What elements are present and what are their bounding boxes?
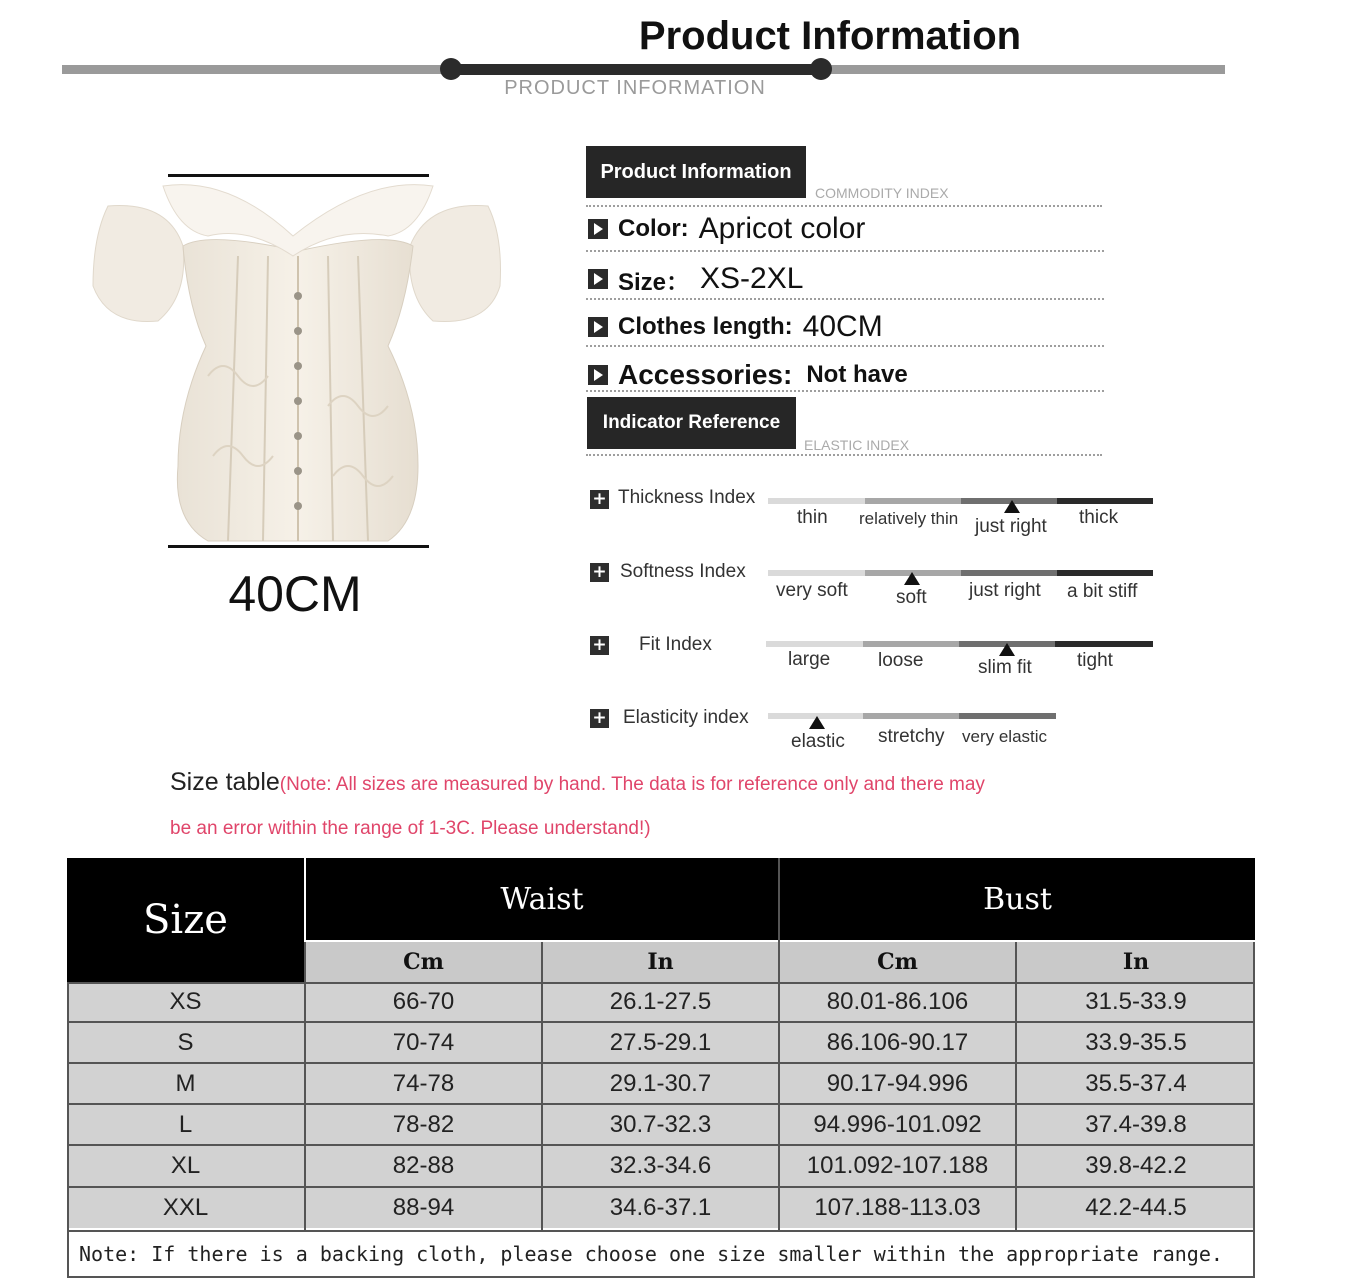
info-label: Clothes length: — [618, 313, 793, 340]
size-table — [67, 858, 1255, 1278]
table-cell: 107.188-113.03 — [780, 1188, 1015, 1228]
size-note-line1: (Note: All sizes are measured by hand. The data is for reference only and there may — [279, 774, 985, 795]
index-name: Softness Index — [620, 561, 746, 582]
waist-group-header: Waist — [306, 858, 778, 940]
table-cell: 78-82 — [306, 1105, 541, 1144]
level-label: relatively thin — [859, 509, 959, 528]
info-label: Color: — [618, 215, 689, 242]
table-cell: 86.106-90.17 — [780, 1023, 1015, 1062]
page-title: Product Information — [638, 14, 1022, 58]
grid-line — [67, 1186, 1255, 1188]
level-bar — [766, 641, 863, 647]
level-bar — [768, 498, 865, 504]
table-cell: 31.5-33.9 — [1017, 982, 1255, 1021]
divider — [586, 298, 1104, 300]
info-value: 40CM — [802, 310, 883, 343]
table-cell: S — [67, 1023, 304, 1062]
table-cell: 27.5-29.1 — [543, 1023, 778, 1062]
divider — [586, 205, 1102, 207]
level-label: thin — [797, 507, 828, 528]
table-footer-note: Note: If there is a backing cloth, please choose one size smaller within the appropriate range. — [67, 1230, 1255, 1278]
unit-header: In — [1017, 942, 1255, 982]
grid-line — [778, 858, 780, 1230]
level-label: just right — [969, 580, 1041, 601]
index-name: Elasticity index — [623, 707, 749, 728]
plus-icon: + — [590, 709, 609, 728]
level-bar — [1057, 498, 1153, 504]
commodity-index-label: COMMODITY INDEX — [815, 185, 949, 201]
grid-line — [67, 1144, 1255, 1146]
level-label: very elastic — [962, 727, 1048, 746]
level-label: very soft — [776, 580, 848, 601]
info-row-size — [588, 258, 803, 300]
level-label: elastic — [791, 731, 845, 752]
level-bar — [961, 570, 1057, 576]
level-label: stretchy — [878, 726, 945, 747]
level-bar — [863, 713, 959, 719]
level-label: large — [788, 649, 831, 670]
divider — [586, 250, 1104, 252]
table-cell: 33.9-35.5 — [1017, 1023, 1255, 1062]
selected-marker — [999, 643, 1015, 656]
table-cell: 35.5-37.4 — [1017, 1064, 1255, 1103]
level-bar — [768, 570, 865, 576]
table-cell: 88-94 — [306, 1188, 541, 1228]
table-cell: 66-70 — [306, 982, 541, 1021]
table-cell: XL — [67, 1146, 304, 1186]
level-bar — [863, 641, 959, 647]
size-note-line2: be an error within the range of 1-3C. Please understand!) — [170, 818, 651, 839]
table-cell: 101.092-107.188 — [780, 1146, 1015, 1186]
table-cell: 39.8-42.2 — [1017, 1146, 1255, 1186]
length-caption: 40CM — [228, 566, 362, 622]
info-row-length — [588, 306, 883, 348]
header-dot-right — [810, 58, 832, 80]
arrow-icon — [588, 269, 608, 289]
table-cell: 74-78 — [306, 1064, 541, 1103]
divider — [586, 390, 1104, 392]
info-value: Apricot color — [698, 212, 866, 245]
header-rule-accent — [450, 64, 820, 75]
plus-icon: + — [590, 636, 609, 655]
page-subtitle: PRODUCT INFORMATION — [504, 77, 766, 99]
unit-header: In — [543, 942, 778, 982]
table-cell: XXL — [67, 1188, 304, 1228]
table-cell: XS — [67, 982, 304, 1021]
arrow-icon — [588, 219, 608, 239]
table-cell: 26.1-27.5 — [543, 982, 778, 1021]
plus-icon: + — [590, 563, 609, 582]
level-label: a bit stiff — [1067, 581, 1138, 602]
size-table-title-text: Size table — [170, 768, 280, 796]
size-table-title — [170, 768, 985, 797]
selected-marker — [809, 716, 825, 729]
table-cell: 30.7-32.3 — [543, 1105, 778, 1144]
grid-line — [67, 1021, 1255, 1023]
selected-marker — [1004, 500, 1020, 513]
divider — [586, 345, 1104, 347]
table-cell: 94.996-101.092 — [780, 1105, 1015, 1144]
corset-image — [88, 176, 508, 548]
divider — [586, 454, 1102, 456]
selected-marker — [904, 572, 920, 585]
grid-line — [67, 982, 69, 1230]
elastic-index-label: ELASTIC INDEX — [804, 437, 910, 453]
arrow-icon — [588, 365, 608, 385]
table-cell: 90.17-94.996 — [780, 1064, 1015, 1103]
product-info-tag: Product Information — [586, 146, 806, 198]
info-value: XS-2XL — [700, 262, 804, 295]
index-name: Fit Index — [639, 634, 712, 655]
level-label: soft — [896, 587, 927, 608]
table-cell: M — [67, 1064, 304, 1103]
table-cell: 34.6-37.1 — [543, 1188, 778, 1228]
grid-line — [67, 1103, 1255, 1105]
arrow-icon — [588, 317, 608, 337]
info-label: Size： — [618, 268, 691, 296]
level-bar — [865, 498, 961, 504]
plus-icon: + — [590, 490, 609, 509]
measure-line-bottom — [168, 545, 429, 548]
level-bar — [1055, 641, 1153, 647]
bust-group-header: Bust — [780, 858, 1255, 940]
table-cell: L — [67, 1105, 304, 1144]
index-name: Thickness Index — [618, 487, 756, 508]
size-column-header: Size — [67, 858, 304, 982]
level-label: loose — [878, 650, 924, 671]
table-cell: 42.2-44.5 — [1017, 1188, 1255, 1228]
indicator-tag: Indicator Reference — [587, 397, 796, 449]
grid-line — [67, 1062, 1255, 1064]
header-dot-left — [440, 58, 462, 80]
table-cell: 29.1-30.7 — [543, 1064, 778, 1103]
level-label: thick — [1079, 507, 1119, 528]
table-cell: 70-74 — [306, 1023, 541, 1062]
level-bar — [1057, 570, 1153, 576]
level-label: slim fit — [978, 657, 1032, 678]
unit-header: Cm — [306, 942, 541, 982]
level-label: tight — [1077, 650, 1113, 671]
level-label: just right — [975, 516, 1047, 537]
table-cell: 37.4-39.8 — [1017, 1105, 1255, 1144]
info-row-color — [588, 208, 865, 250]
grid-line — [67, 982, 1255, 984]
table-cell: 32.3-34.6 — [543, 1146, 778, 1186]
table-cell: 82-88 — [306, 1146, 541, 1186]
table-cell: 80.01-86.106 — [780, 982, 1015, 1021]
info-value: Not have — [806, 361, 908, 388]
level-bar — [959, 713, 1056, 719]
unit-header: Cm — [780, 942, 1015, 982]
info-label: Accessories: — [618, 359, 793, 390]
